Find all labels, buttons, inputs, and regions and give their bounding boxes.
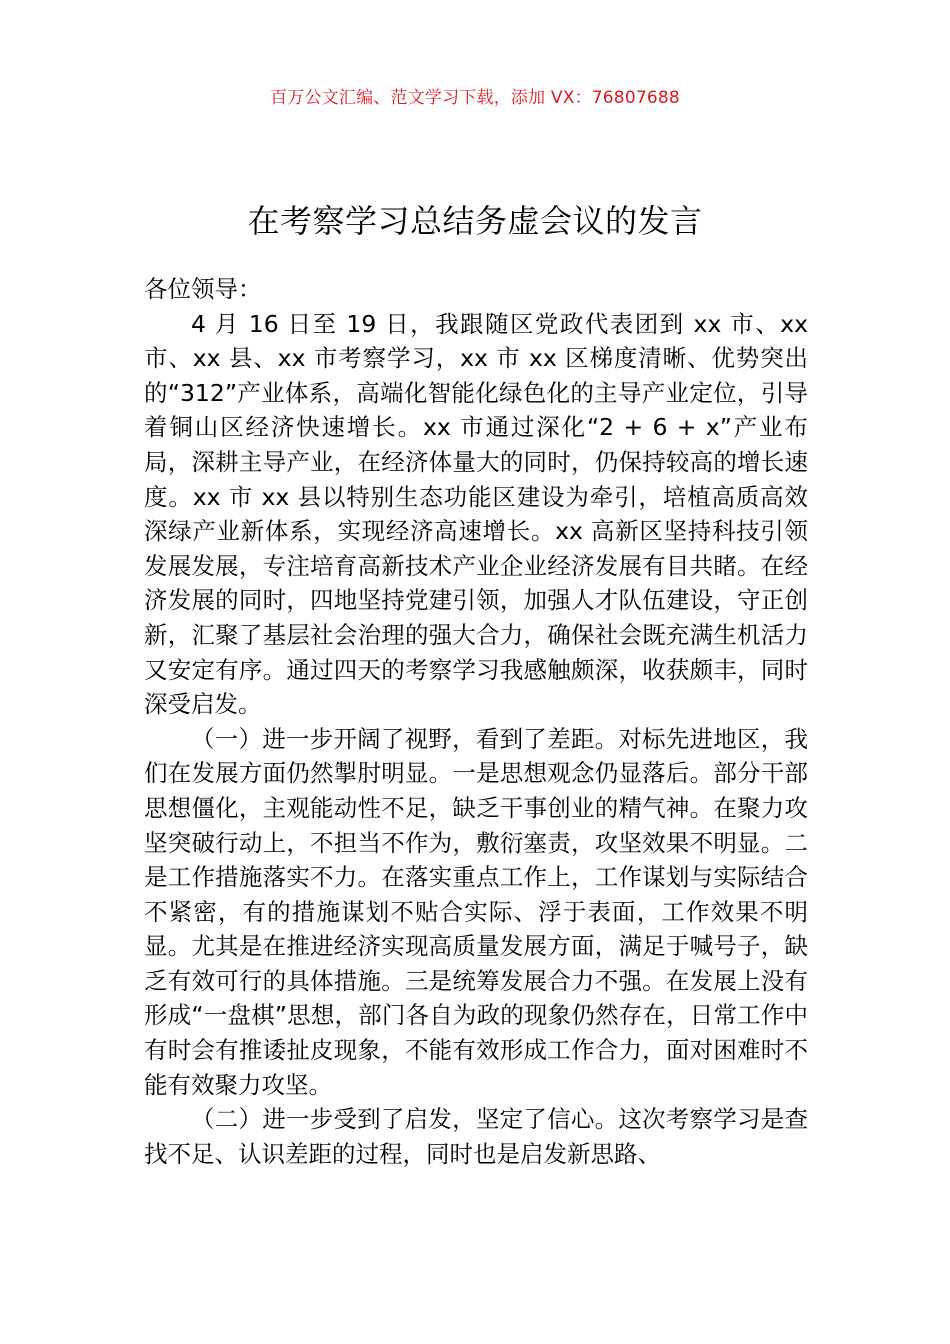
paragraph-section-two: （二）进一步受到了启发，坚定了信心。这次考察学习是查找不足、认识差距的过程，同时也是启发新思路、 [144, 1105, 808, 1168]
salutation: 各位领导： [144, 275, 262, 303]
page-title: 在考察学习总结务虚会议的发言 [247, 202, 703, 241]
paragraph-intro: 4 月 16 日至 19 日，我跟随区党政代表团到 xx 市、xx 市、xx 县、xx 市考察学习，xx 市 xx 区梯度清晰、优势突出的“312”产业体系，高端化智能化绿色化的主导产业定位，引导着铜山区经济快速增长。xx 市通过深化“2 + 6 + x”产业布局，深耕主导产业，在经济体量大的同时，仍保持较高的增长速度。xx 市 xx 县以特别生态功能区建设为牵引，培植高质高效深绿产业新体系，实现经济高速增长。xx 高新区坚持科技引领发展发展，专注培育高新技术产业企业经济发展有目共睹。在经济发展的同时，四地坚持党建引领，加强人才队伍建设，守正创新，汇聚了基层社会治理的强大合力，确保社会既充满生机活力又安定有序。通过四天的考察学习我感触颇深，收获颇丰，同时深受启发。 [144, 309, 808, 719]
paragraph-section-one: （一）进一步开阔了视野，看到了差距。对标先进地区，我们在发展方面仍然掣肘明显。一是思想观念仍显落后。部分干部思想僵化，主观能动性不足，缺乏干事创业的精气神。在聚力攻坚突破行动上，不担当不作为，敷衍塞责，攻坚效果不明显。二是工作措施落实不力。在落实重点工作上，工作谋划与实际结合不紧密，有的措施谋划不贴合实际、浮于表面，工作效果不明显。尤其是在推进经济实现高质量发展方面，满足于喊号子，缺乏有效可行的具体措施。三是统筹发展合力不强。在发展上没有形成“一盘棋”思想，部门各自为政的现象仍然存在，日常工作中有时会有推诿扯皮现象，不能有效形成工作合力，面对困难时不能有效聚力攻坚。 [144, 724, 808, 1099]
document-body [144, 272, 808, 1171]
header-note: 百万公文汇编、范文学习下载，添加 VX：76807688 [270, 88, 680, 108]
